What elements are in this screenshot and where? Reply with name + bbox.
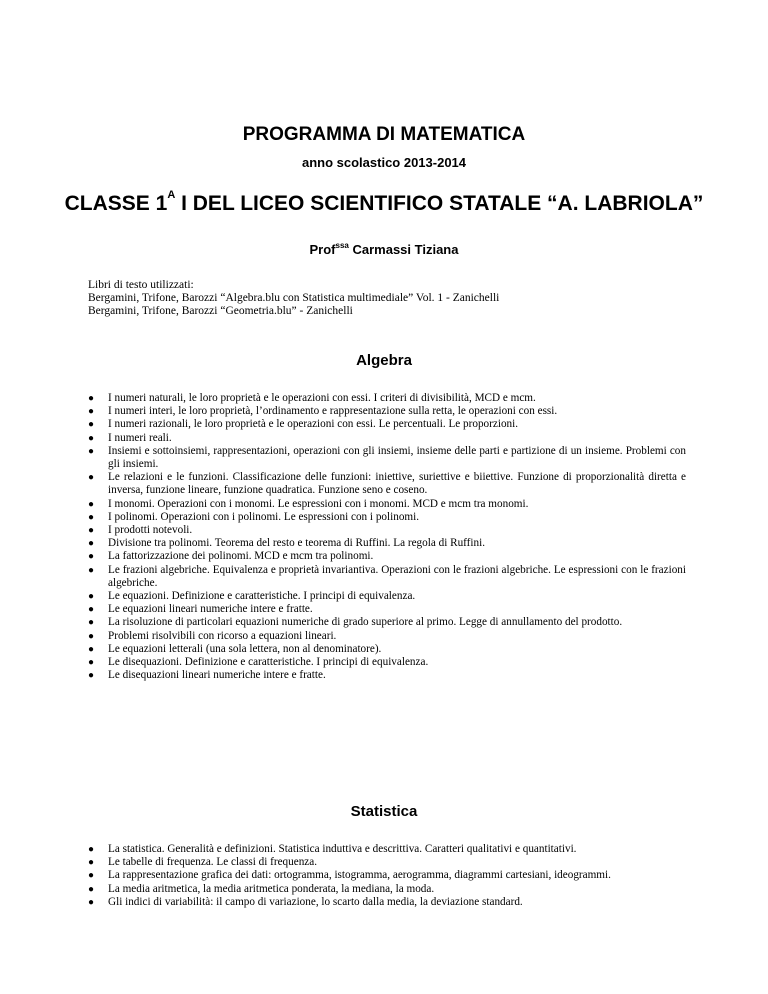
bullet-icon: ●: [88, 525, 95, 537]
list-item: ● I numeri reali.: [88, 431, 172, 444]
class-prefix: CLASSE 1: [64, 192, 168, 215]
bullet-icon: ●: [88, 551, 95, 563]
list-item: ● Gli indici di variabilità: il campo di variazione, lo scarto dalla media, la deviazione standard.: [88, 895, 523, 908]
list-item: ● Le relazioni e le funzioni. Classificazione delle funzioni: iniettive, suriettive e biiettive. Funzione di proporzionalità diretta e inversa, funzione lineare, funzione quadratica. Funzione seno e coseno.: [88, 471, 686, 497]
list-item: ● I numeri naturali, le loro proprietà e le operazioni con essi. I criteri di divisibilità, MCD e mcm.: [88, 392, 536, 404]
bullet-icon: ●: [88, 472, 95, 484]
list-item: ● La media aritmetica, la media aritmetica ponderata, la mediana, la moda.: [88, 882, 435, 895]
school-year: anno scolastico 2013-2014: [301, 155, 467, 170]
statistica-topic-list: [88, 843, 686, 909]
bullet-icon: ●: [88, 617, 95, 629]
list-item: ● Le disequazioni. Definizione e caratteristiche. I principi di equivalenza.: [88, 656, 429, 669]
teacher-prefix: Prof: [309, 242, 336, 257]
list-item: ● Le equazioni letterali (una sola lettera, non al denominatore).: [88, 642, 382, 655]
bullet-icon: ●: [88, 498, 95, 510]
bullet-icon: ●: [88, 657, 95, 669]
list-item: ● La fattorizzazione dei polinomi. MCD e mcm tra polinomi.: [88, 550, 374, 563]
textbooks-block: [88, 279, 688, 318]
bullet-icon: ●: [88, 870, 95, 882]
bullet-icon: ●: [88, 604, 95, 616]
textbook-item: Bergamini, Trifone, Barozzi “Geometria.blu” - Zanichelli: [88, 305, 353, 317]
list-item: ● La rappresentazione grafica dei dati: ortogramma, istogramma, aerogramma, diagrammi cartesiani, ideogrammi.: [88, 869, 611, 882]
list-item: ● I polinomi. Operazioni con i polinomi. Le espressioni con i polinomi.: [88, 510, 420, 523]
bullet-icon: ●: [88, 445, 95, 457]
bullet-icon: ●: [88, 419, 95, 431]
bullet-icon: ●: [88, 591, 95, 603]
bullet-icon: ●: [88, 670, 95, 682]
list-item: ● I numeri razionali, le loro proprietà e le operazioni con essi. Le percentuali. Le proporzioni.: [88, 418, 519, 431]
list-item: ● Le equazioni lineari numeriche intere e fratte.: [88, 603, 313, 616]
list-item: ● I prodotti notevoli.: [88, 524, 193, 537]
list-item: ● Divisione tra polinomi. Teorema del resto e teorema di Ruffini. La regola di Ruffini.: [88, 537, 486, 550]
teacher-superscript: ssa: [335, 241, 349, 250]
document-title: PROGRAMMA DI MATEMATICA: [242, 124, 526, 145]
list-item: ● La risoluzione di particolari equazioni numeriche di grado superiore al primo. Legge di annullamento del prodotto.: [88, 616, 623, 629]
list-item: ● Le disequazioni lineari numeriche intere e fratte.: [88, 669, 326, 682]
bullet-icon: ●: [88, 393, 95, 404]
algebra-topic-list: [88, 392, 686, 682]
bullet-icon: ●: [88, 406, 95, 418]
bullet-icon: ●: [88, 511, 95, 523]
bullet-icon: ●: [88, 896, 95, 908]
class-superscript: A: [167, 189, 176, 201]
teacher-line: [0, 242, 768, 257]
class-heading: [0, 189, 768, 216]
list-item: ● Problemi risolvibili con ricorso a equazioni lineari.: [88, 629, 337, 642]
bullet-icon: ●: [88, 844, 95, 855]
list-item: ● Le equazioni. Definizione e caratteristiche. I principi di equivalenza.: [88, 590, 416, 603]
bullet-icon: ●: [88, 564, 95, 576]
textbook-item: Bergamini, Trifone, Barozzi “Algebra.blu con Statistica multimediale” Vol. 1 - Zanichelli: [88, 292, 500, 304]
bullet-icon: ●: [88, 643, 95, 655]
class-suffix: I DEL LICEO SCIENTIFICO STATALE “A. LABRIOLA”: [175, 192, 704, 215]
bullet-icon: ●: [88, 630, 95, 642]
list-item: ● La statistica. Generalità e definizioni. Statistica induttiva e descrittiva. Caratteri qualitativi e quantitativi.: [88, 843, 577, 855]
list-item: ● I numeri interi, le loro proprietà, l’ordinamento e rappresentazione sulla retta, le operazioni con essi.: [88, 405, 558, 418]
list-item: ● Le frazioni algebriche. Equivalenza e proprietà invariantiva. Operazioni con le frazioni algebriche. Le espressioni con le frazioni algebriche.: [88, 563, 686, 589]
list-item: ● Le tabelle di frequenza. Le classi di frequenza.: [88, 856, 318, 869]
bullet-icon: ●: [88, 883, 95, 895]
list-item: ● I monomi. Operazioni con i monomi. Le espressioni con i monomi. MCD e mcm tra monomi.: [88, 497, 529, 510]
section-title-algebra: Algebra: [356, 352, 412, 369]
bullet-icon: ●: [88, 857, 95, 869]
section-title-statistica: Statistica: [350, 803, 418, 820]
bullet-icon: ●: [88, 538, 95, 550]
teacher-name: Carmassi Tiziana: [348, 242, 459, 257]
textbooks-heading: Libri di testo utilizzati:: [88, 279, 194, 291]
bullet-icon: ●: [88, 432, 95, 444]
list-item: ● Insiemi e sottoinsiemi, rappresentazioni, operazioni con gli insiemi, insieme delle parti e partizione di un insieme. Problemi con gli insiemi.: [88, 444, 686, 471]
